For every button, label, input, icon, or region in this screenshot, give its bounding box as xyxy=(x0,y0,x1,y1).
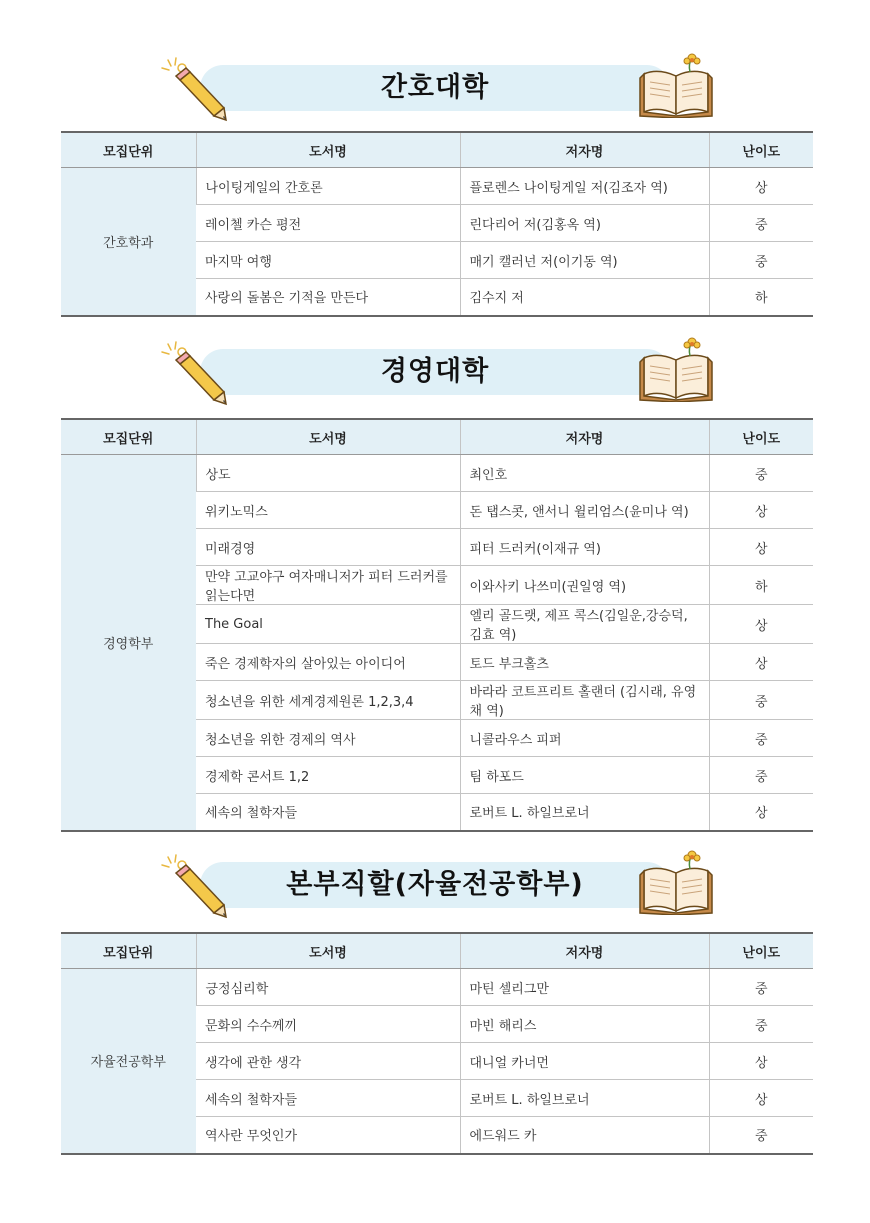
author-cell: 마빈 해리스 xyxy=(460,1006,709,1043)
book-cell: 위키노믹스 xyxy=(196,492,460,529)
book-icon xyxy=(638,336,718,402)
book-icon xyxy=(638,52,718,118)
level-cell: 상 xyxy=(709,605,813,644)
section-title: 경영대학 xyxy=(380,356,490,387)
author-cell: 돈 탭스콧, 앤서니 윌리엄스(윤미나 역) xyxy=(460,492,709,529)
header-level: 난이도 xyxy=(709,132,813,168)
level-cell: 중 xyxy=(709,205,813,242)
book-cell: 마지막 여행 xyxy=(196,242,460,279)
level-cell: 중 xyxy=(709,1117,813,1154)
book-cell: 만약 고교야구 여자매니저가 피터 드러커를 읽는다면 xyxy=(196,566,460,605)
author-cell: 바라라 코트프리트 홀랜더 (김시래, 유영채 역) xyxy=(460,681,709,720)
level-cell: 중 xyxy=(709,1006,813,1043)
level-cell: 중 xyxy=(709,242,813,279)
level-cell: 중 xyxy=(709,681,813,720)
section-banner-business xyxy=(160,336,720,406)
author-cell: 로버트 L. 하일브로너 xyxy=(460,794,709,831)
header-author: 저자명 xyxy=(460,419,709,455)
level-cell: 중 xyxy=(709,720,813,757)
level-cell: 상 xyxy=(709,794,813,831)
author-cell: 플로렌스 나이팅게일 저(김조자 역) xyxy=(460,168,709,205)
author-cell: 피터 드러커(이재규 역) xyxy=(460,529,709,566)
book-cell: The Goal xyxy=(196,605,460,644)
level-cell: 상 xyxy=(709,492,813,529)
author-cell: 이와사키 나쓰미(권일영 역) xyxy=(460,566,709,605)
author-cell: 에드워드 카 xyxy=(460,1117,709,1154)
book-cell: 세속의 철학자들 xyxy=(196,1080,460,1117)
book-cell: 청소년을 위한 경제의 역사 xyxy=(196,720,460,757)
book-icon xyxy=(638,849,718,915)
author-cell: 매기 캘러넌 저(이기동 역) xyxy=(460,242,709,279)
author-cell: 마틴 셀리그만 xyxy=(460,969,709,1006)
book-cell: 문화의 수수께끼 xyxy=(196,1006,460,1043)
author-cell: 최인호 xyxy=(460,455,709,492)
level-cell: 하 xyxy=(709,279,813,316)
author-cell: 토드 부크홀츠 xyxy=(460,644,709,681)
book-cell: 역사란 무엇인가 xyxy=(196,1117,460,1154)
header-book: 도서명 xyxy=(196,132,460,168)
author-cell: 로버트 L. 하일브로너 xyxy=(460,1080,709,1117)
header-author: 저자명 xyxy=(460,132,709,168)
table-row xyxy=(61,969,813,1006)
level-cell: 상 xyxy=(709,529,813,566)
book-cell: 상도 xyxy=(196,455,460,492)
book-cell: 죽은 경제학자의 살아있는 아이디어 xyxy=(196,644,460,681)
book-cell: 레이첼 카슨 평전 xyxy=(196,205,460,242)
header-author: 저자명 xyxy=(460,933,709,969)
book-cell: 세속의 철학자들 xyxy=(196,794,460,831)
level-cell: 중 xyxy=(709,969,813,1006)
book-table-nursing xyxy=(61,131,813,317)
header-unit: 모집단위 xyxy=(61,419,196,455)
book-table-liberal-studies xyxy=(61,932,813,1155)
book-cell: 청소년을 위한 세계경제원론 1,2,3,4 xyxy=(196,681,460,720)
author-cell: 린다리어 저(김홍옥 역) xyxy=(460,205,709,242)
unit-cell: 자율전공학부 xyxy=(61,969,196,1154)
author-cell: 팀 하포드 xyxy=(460,757,709,794)
header-book: 도서명 xyxy=(196,419,460,455)
unit-cell: 간호학과 xyxy=(61,168,196,316)
author-cell: 엘리 골드랫, 제프 콕스(김일운,강승덕,김효 역) xyxy=(460,605,709,644)
header-level: 난이도 xyxy=(709,419,813,455)
book-cell: 긍정심리학 xyxy=(196,969,460,1006)
section-title: 본부직할(자율전공학부) xyxy=(286,869,584,900)
book-cell: 나이팅게일의 간호론 xyxy=(196,168,460,205)
book-cell: 경제학 콘서트 1,2 xyxy=(196,757,460,794)
level-cell: 상 xyxy=(709,644,813,681)
unit-cell: 경영학부 xyxy=(61,455,196,831)
author-cell: 김수지 저 xyxy=(460,279,709,316)
header-book: 도서명 xyxy=(196,933,460,969)
header-unit: 모집단위 xyxy=(61,933,196,969)
section-title: 간호대학 xyxy=(380,72,490,103)
author-cell: 니콜라우스 피퍼 xyxy=(460,720,709,757)
author-cell: 대니얼 카너먼 xyxy=(460,1043,709,1080)
level-cell: 하 xyxy=(709,566,813,605)
level-cell: 상 xyxy=(709,168,813,205)
table-row xyxy=(61,455,813,492)
table-row xyxy=(61,168,813,205)
level-cell: 중 xyxy=(709,757,813,794)
book-cell: 미래경영 xyxy=(196,529,460,566)
header-level: 난이도 xyxy=(709,933,813,969)
header-unit: 모집단위 xyxy=(61,132,196,168)
level-cell: 상 xyxy=(709,1043,813,1080)
book-cell: 사랑의 돌봄은 기적을 만든다 xyxy=(196,279,460,316)
section-banner-liberal-studies xyxy=(160,849,720,919)
book-table-business xyxy=(61,418,813,832)
section-banner-nursing xyxy=(160,52,720,122)
level-cell: 중 xyxy=(709,455,813,492)
level-cell: 상 xyxy=(709,1080,813,1117)
book-cell: 생각에 관한 생각 xyxy=(196,1043,460,1080)
